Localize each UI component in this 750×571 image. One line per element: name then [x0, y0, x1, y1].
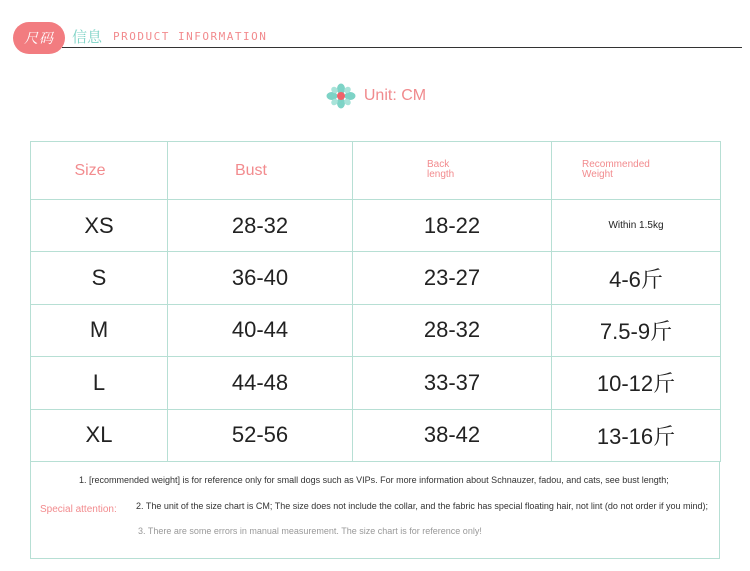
note-2: 2. The unit of the size chart is CM; The size does not include the collar, and the fabric has special floating hair, not lint (do not order if you mind);: [136, 501, 708, 511]
back-length-cell: 33-37: [353, 357, 552, 409]
table-row: [31, 409, 721, 461]
unit-row: [0, 82, 750, 110]
flower-icon: [324, 83, 358, 109]
back-length-cell: 18-22: [353, 200, 552, 252]
size-cell: L: [31, 357, 168, 409]
note-3: 3. There are some errors in manual measurement. The size chart is for reference only!: [138, 526, 482, 536]
unit-label: Unit: CM: [363, 87, 427, 104]
notes-box: [30, 461, 720, 559]
table-row: [31, 200, 721, 252]
size-badge: 尺码: [13, 22, 65, 54]
header-bust: Bust: [168, 142, 353, 200]
header-back-length: Back length: [353, 142, 552, 200]
back-length-cell: 38-42: [353, 409, 552, 461]
header-title-cn: 信息: [72, 28, 103, 46]
weight-cell: 7.5-9斤: [552, 304, 721, 356]
weight-cell: 13-16斤: [552, 409, 721, 461]
bust-cell: 40-44: [168, 304, 353, 356]
size-cell: M: [31, 304, 168, 356]
header: [0, 0, 750, 50]
weight-cell: 4-6斤: [552, 252, 721, 304]
size-chart-table: [30, 141, 721, 462]
bust-cell: 44-48: [168, 357, 353, 409]
special-attention-label: Special attention:: [40, 504, 117, 515]
bust-cell: 28-32: [168, 200, 353, 252]
table-header-row: [31, 142, 721, 200]
table-row: [31, 357, 721, 409]
header-recommended-weight: Recommended Weight: [552, 142, 721, 200]
table-row: [31, 252, 721, 304]
bust-cell: 36-40: [168, 252, 353, 304]
bust-cell: 52-56: [168, 409, 353, 461]
weight-cell: 10-12斤: [552, 357, 721, 409]
table-row: [31, 304, 721, 356]
size-cell: S: [31, 252, 168, 304]
size-cell: XL: [31, 409, 168, 461]
weight-cell: Within 1.5kg: [552, 200, 721, 252]
header-title-en: PRODUCT INFORMATION: [113, 30, 268, 43]
header-divider: [62, 47, 742, 48]
header-size: Size: [31, 142, 168, 200]
note-1: 1. [recommended weight] is for reference only for small dogs such as VIPs. For more information about Schnauzer, fadou, and cats, see bust length;: [79, 475, 669, 485]
back-length-cell: 23-27: [353, 252, 552, 304]
size-cell: XS: [31, 200, 168, 252]
back-length-cell: 28-32: [353, 304, 552, 356]
